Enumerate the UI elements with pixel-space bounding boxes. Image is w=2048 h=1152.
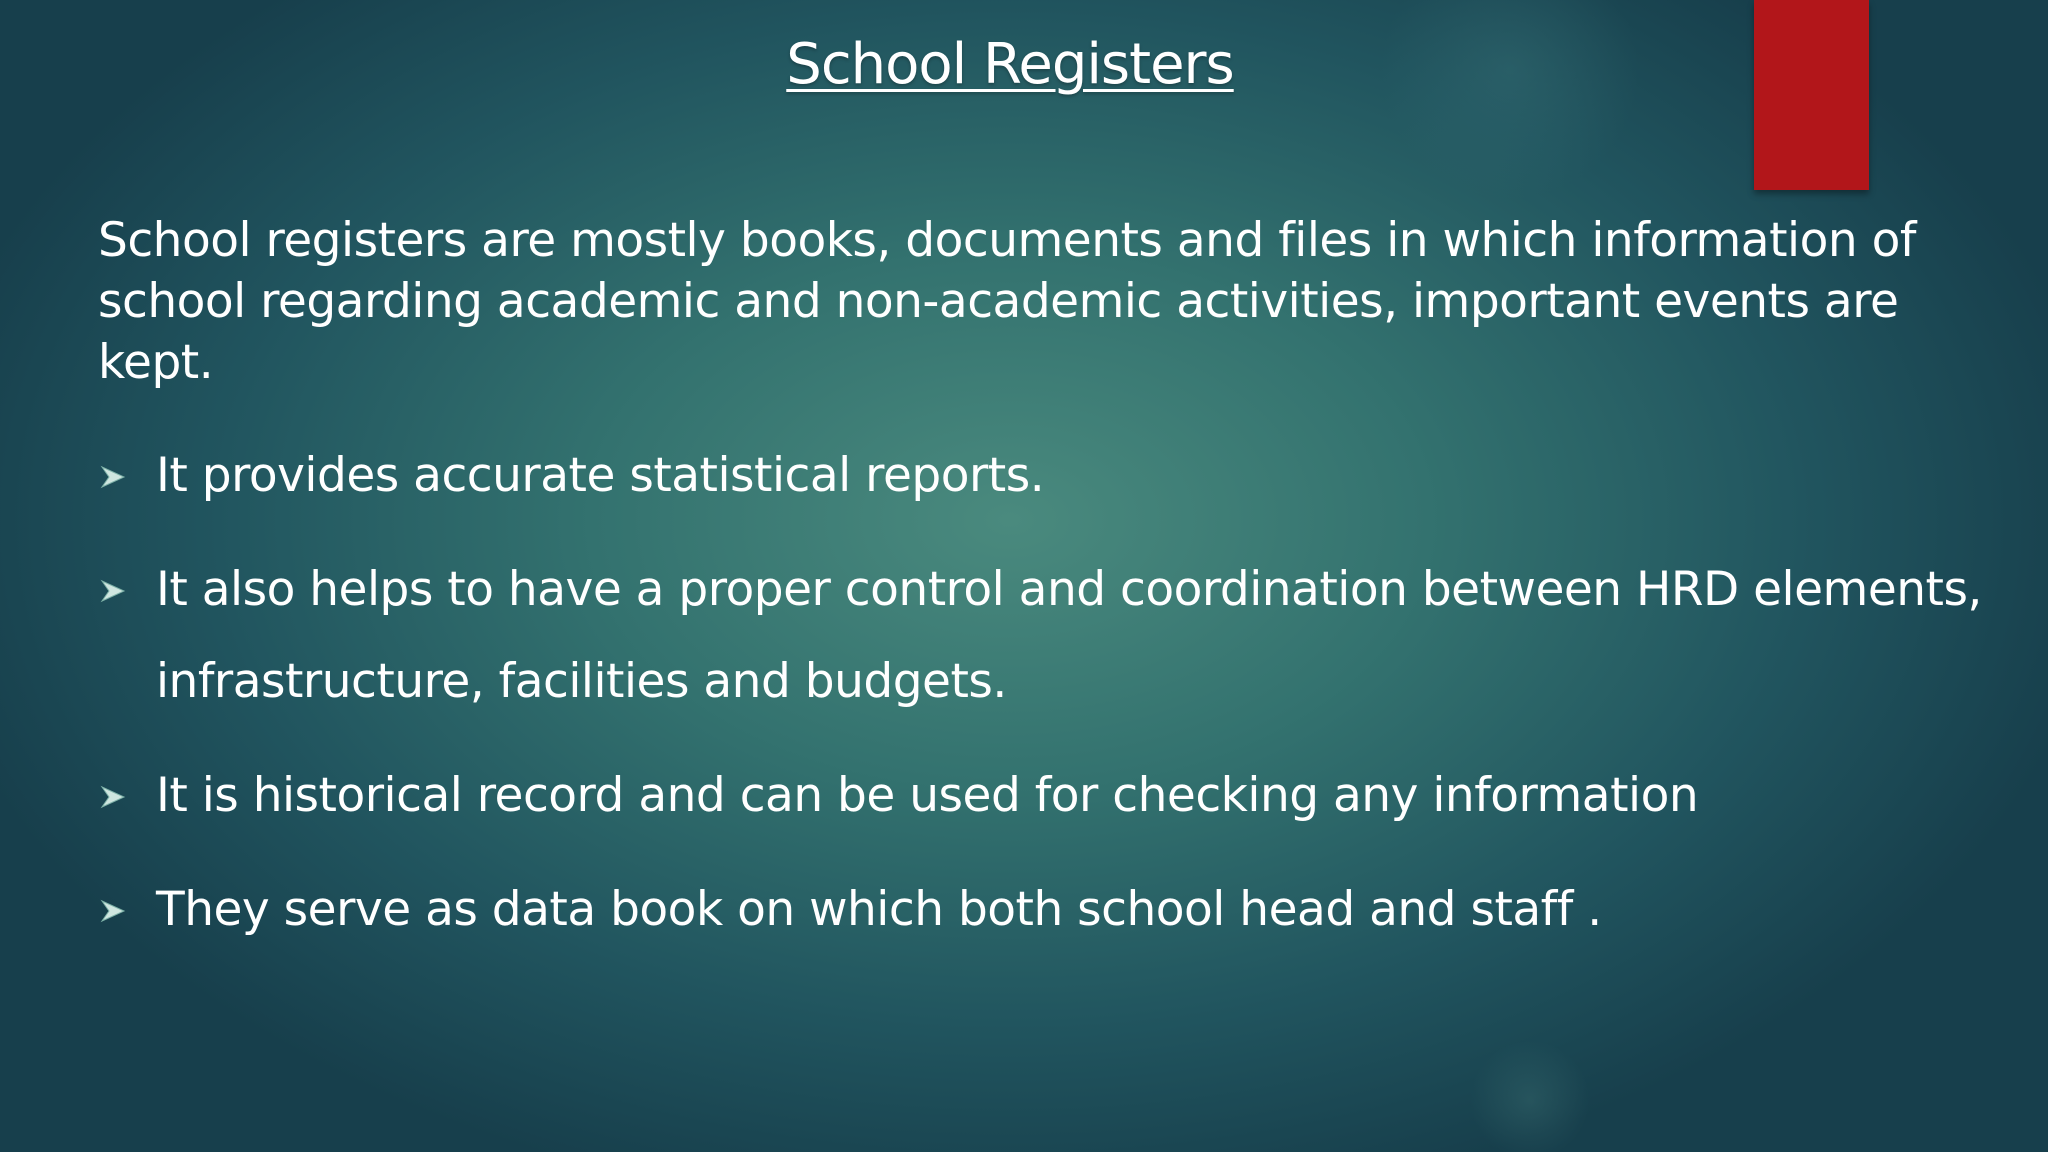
bullet-item	[98, 864, 1998, 956]
arrow-bullet-icon	[100, 784, 126, 810]
bullet-list	[98, 430, 1998, 978]
bullet-text: It provides accurate statistical reports.	[156, 448, 1045, 503]
slide-title: School Registers	[786, 32, 1234, 97]
arrow-bullet-icon	[100, 898, 126, 924]
bullet-text: It also helps to have a proper control and coordination between HRD elements, infrastructure, facilities and budgets.	[156, 562, 1982, 709]
background-decoration	[1470, 1040, 1590, 1152]
bullet-item	[98, 544, 1998, 728]
intro-paragraph: School registers are mostly books, documents and files in which information of school regarding academic and non-academic activities, important events are kept.	[98, 213, 1916, 390]
bullet-item	[98, 750, 1998, 842]
bullet-text: They serve as data book on which both school head and staff .	[156, 882, 1602, 937]
bullet-item	[98, 430, 1998, 522]
bullet-text: It is historical record and can be used for checking any information	[156, 768, 1699, 823]
arrow-bullet-icon	[100, 464, 126, 490]
arrow-bullet-icon	[100, 578, 126, 604]
